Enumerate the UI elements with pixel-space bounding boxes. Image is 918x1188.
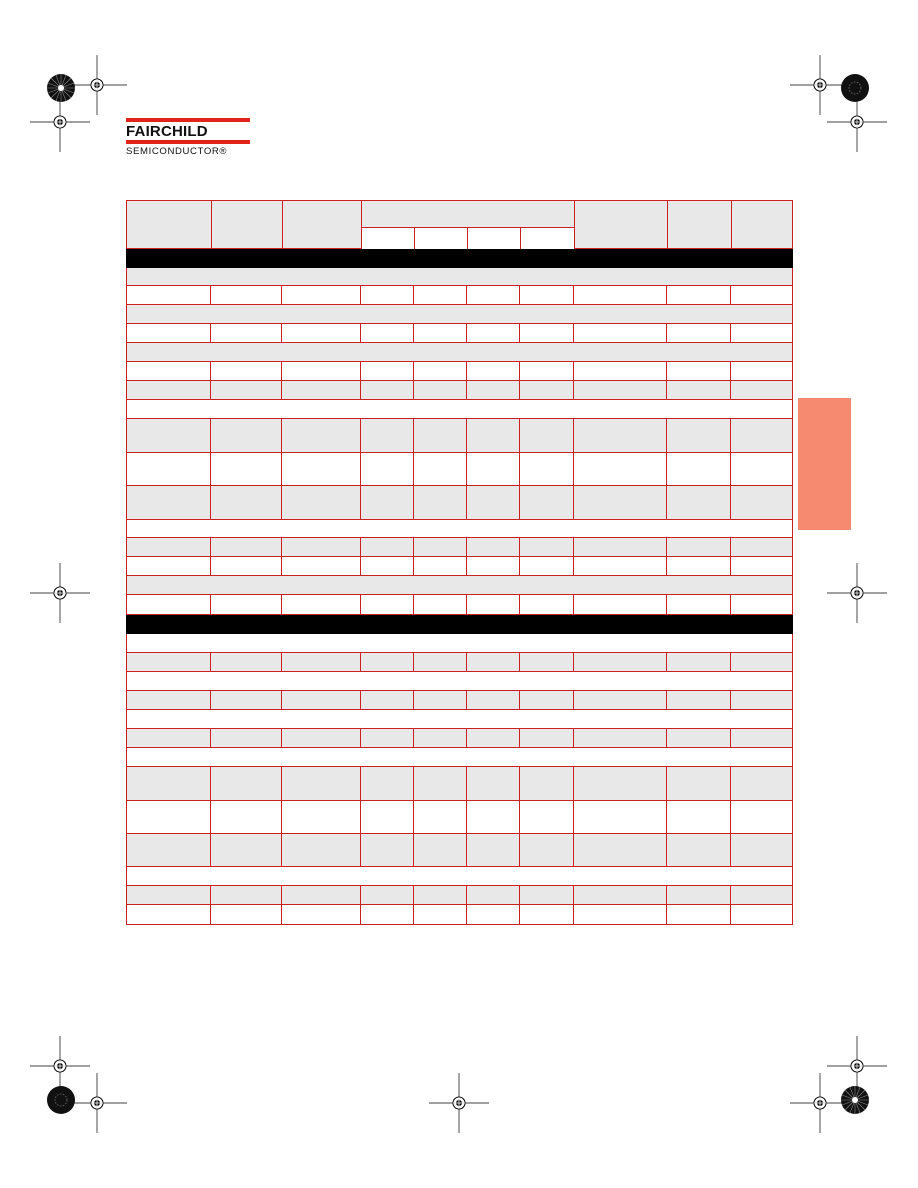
table-cell	[574, 834, 667, 866]
table-cell	[731, 324, 793, 342]
table-cell	[467, 453, 520, 485]
table-cell	[731, 381, 793, 399]
table-cell	[574, 653, 667, 671]
table-cell	[282, 453, 361, 485]
table-cell	[211, 381, 282, 399]
table-cell	[126, 767, 211, 800]
table-cell	[667, 595, 731, 614]
table-cell	[667, 381, 731, 399]
table-cell	[667, 286, 731, 304]
table-cell	[126, 362, 211, 380]
table-cell	[211, 653, 282, 671]
fairchild-logo	[126, 118, 252, 160]
table-cell	[361, 801, 414, 833]
table-cell	[126, 419, 211, 452]
group-header-row	[126, 400, 793, 419]
table-cell	[467, 691, 520, 709]
table-cell	[667, 767, 731, 800]
table-row	[126, 834, 793, 867]
table-cell	[467, 834, 520, 866]
table-cell	[520, 801, 574, 833]
table-cell	[361, 653, 414, 671]
table-row	[126, 453, 793, 486]
table-cell	[211, 419, 282, 452]
table-cell	[282, 381, 361, 399]
table-cell	[731, 834, 793, 866]
table-cell	[414, 886, 467, 904]
table-cell	[574, 381, 667, 399]
table-cell	[667, 486, 731, 519]
table-cell	[731, 362, 793, 380]
table-cell	[467, 729, 520, 747]
table-cell	[574, 486, 667, 519]
table-cell	[414, 362, 467, 380]
table-cell	[211, 453, 282, 485]
table-cell	[574, 557, 667, 575]
table-cell	[282, 905, 361, 924]
table-cell	[731, 286, 793, 304]
table-cell	[282, 286, 361, 304]
table-cell	[520, 653, 574, 671]
table-cell	[520, 595, 574, 614]
header-subcell	[468, 228, 520, 249]
group-header-row	[126, 867, 793, 886]
table-cell	[211, 595, 282, 614]
table-row	[126, 286, 793, 305]
table-cell	[361, 453, 414, 485]
table-cell	[520, 362, 574, 380]
product-table	[126, 200, 793, 925]
table-cell	[414, 834, 467, 866]
table-cell	[282, 801, 361, 833]
table-cell	[520, 767, 574, 800]
group-header-row	[126, 672, 793, 691]
table-cell	[414, 801, 467, 833]
table-cell	[667, 691, 731, 709]
table-cell	[126, 595, 211, 614]
group-header-row	[126, 748, 793, 767]
table-cell	[126, 834, 211, 866]
table-cell	[126, 486, 211, 519]
table-cell	[467, 886, 520, 904]
section-divider-row	[126, 249, 793, 268]
table-cell	[282, 538, 361, 556]
table-cell	[667, 557, 731, 575]
table-cell	[282, 419, 361, 452]
table-cell	[414, 653, 467, 671]
table-cell	[361, 419, 414, 452]
table-cell	[731, 595, 793, 614]
table-cell	[574, 419, 667, 452]
table-cell	[667, 834, 731, 866]
table-cell	[667, 653, 731, 671]
table-cell	[520, 538, 574, 556]
table-row	[126, 886, 793, 905]
table-cell	[211, 729, 282, 747]
table-cell	[467, 286, 520, 304]
table-cell	[126, 538, 211, 556]
table-cell	[574, 595, 667, 614]
table-cell	[414, 486, 467, 519]
table-cell	[467, 767, 520, 800]
table-cell	[126, 729, 211, 747]
table-cell	[126, 324, 211, 342]
table-cell	[731, 691, 793, 709]
table-row	[126, 801, 793, 834]
group-header-row	[126, 520, 793, 538]
table-cell	[667, 324, 731, 342]
table-cell	[211, 538, 282, 556]
table-cell	[414, 557, 467, 575]
table-row	[126, 362, 793, 381]
table-cell	[361, 286, 414, 304]
section-divider-row	[126, 615, 793, 634]
table-cell	[667, 538, 731, 556]
table-row	[126, 538, 793, 557]
table-cell	[282, 767, 361, 800]
table-cell	[414, 538, 467, 556]
table-cell	[731, 767, 793, 800]
table-cell	[667, 801, 731, 833]
table-cell	[414, 691, 467, 709]
table-cell	[467, 362, 520, 380]
table-cell	[667, 419, 731, 452]
table-cell	[414, 286, 467, 304]
table-cell	[731, 538, 793, 556]
table-cell	[667, 886, 731, 904]
table-cell	[467, 419, 520, 452]
table-row	[126, 419, 793, 453]
table-cell	[361, 486, 414, 519]
table-cell	[520, 453, 574, 485]
table-cell	[414, 453, 467, 485]
table-cell	[467, 557, 520, 575]
table-cell	[126, 653, 211, 671]
table-cell	[126, 381, 211, 399]
table-cell	[282, 324, 361, 342]
header-subcell	[415, 228, 467, 249]
table-row	[126, 486, 793, 520]
table-cell	[361, 834, 414, 866]
table-cell	[574, 905, 667, 924]
logo-bar-bottom	[126, 140, 250, 144]
table-cell	[467, 324, 520, 342]
table-cell	[414, 767, 467, 800]
table-cell	[520, 905, 574, 924]
table-cell	[731, 653, 793, 671]
table-cell	[211, 362, 282, 380]
table-cell	[731, 419, 793, 452]
table-cell	[520, 286, 574, 304]
table-cell	[361, 729, 414, 747]
table-cell	[520, 486, 574, 519]
table-cell	[414, 905, 467, 924]
table-cell	[574, 362, 667, 380]
table-cell	[126, 691, 211, 709]
table-cell	[467, 486, 520, 519]
group-header-row	[126, 305, 793, 324]
table-cell	[667, 905, 731, 924]
table-cell	[361, 595, 414, 614]
logo-bar-top	[126, 118, 250, 122]
table-cell	[211, 324, 282, 342]
table-row	[126, 691, 793, 710]
group-header-row	[126, 634, 793, 653]
table-cell	[126, 905, 211, 924]
table-cell	[361, 767, 414, 800]
table-cell	[731, 886, 793, 904]
table-cell	[467, 801, 520, 833]
table-row	[126, 595, 793, 615]
table-cell	[282, 691, 361, 709]
logo-tagline: SEMICONDUCTOR®	[126, 146, 228, 157]
table-cell	[361, 381, 414, 399]
group-header-row	[126, 343, 793, 362]
table-cell	[574, 453, 667, 485]
table-cell	[574, 286, 667, 304]
table-cell	[126, 453, 211, 485]
table-row	[126, 767, 793, 801]
table-cell	[414, 595, 467, 614]
table-cell	[282, 362, 361, 380]
table-cell	[361, 362, 414, 380]
section-side-tab	[798, 398, 851, 530]
table-row	[126, 905, 793, 925]
table-cell	[520, 419, 574, 452]
table-cell	[520, 381, 574, 399]
table-cell	[126, 557, 211, 575]
logo-wordmark: FAIRCHILD	[126, 123, 208, 140]
table-row	[126, 557, 793, 576]
table-cell	[211, 486, 282, 519]
table-cell	[282, 729, 361, 747]
table-cell	[211, 886, 282, 904]
table-cell	[414, 729, 467, 747]
header-subcell	[521, 228, 574, 249]
table-cell	[467, 595, 520, 614]
table-cell	[731, 729, 793, 747]
table-cell	[731, 486, 793, 519]
group-header-row	[126, 576, 793, 595]
table-cell	[574, 324, 667, 342]
table-cell	[361, 691, 414, 709]
table-cell	[361, 886, 414, 904]
table-cell	[361, 324, 414, 342]
table-cell	[520, 886, 574, 904]
table-cell	[731, 801, 793, 833]
table-cell	[282, 886, 361, 904]
table-cell	[126, 801, 211, 833]
table-cell	[282, 486, 361, 519]
table-cell	[414, 419, 467, 452]
table-row	[126, 381, 793, 400]
table-cell	[211, 557, 282, 575]
table-cell	[282, 557, 361, 575]
table-cell	[211, 767, 282, 800]
table-cell	[467, 381, 520, 399]
table-cell	[211, 801, 282, 833]
table-cell	[126, 286, 211, 304]
table-cell	[574, 729, 667, 747]
table-cell	[574, 886, 667, 904]
table-cell	[361, 538, 414, 556]
table-cell	[520, 729, 574, 747]
table-cell	[574, 538, 667, 556]
table-cell	[520, 324, 574, 342]
group-header-row	[126, 710, 793, 729]
table-cell	[467, 538, 520, 556]
table-cell	[667, 729, 731, 747]
table-cell	[520, 691, 574, 709]
table-cell	[467, 905, 520, 924]
table-cell	[361, 905, 414, 924]
table-cell	[211, 905, 282, 924]
group-header-row	[126, 268, 793, 286]
table-cell	[282, 595, 361, 614]
table-cell	[731, 557, 793, 575]
table-cell	[211, 286, 282, 304]
table-row	[126, 324, 793, 343]
table-cell	[282, 834, 361, 866]
table-row	[126, 729, 793, 748]
table-cell	[574, 801, 667, 833]
table-cell	[467, 653, 520, 671]
header-subcell	[362, 228, 414, 249]
table-cell	[520, 557, 574, 575]
table-cell	[574, 767, 667, 800]
table-cell	[126, 886, 211, 904]
table-cell	[414, 381, 467, 399]
table-cell	[667, 362, 731, 380]
table-cell	[211, 834, 282, 866]
table-header	[126, 200, 793, 249]
table-cell	[520, 834, 574, 866]
table-cell	[731, 905, 793, 924]
table-cell	[414, 324, 467, 342]
table-row	[126, 653, 793, 672]
table-cell	[282, 653, 361, 671]
table-cell	[211, 691, 282, 709]
table-cell	[361, 557, 414, 575]
table-cell	[574, 691, 667, 709]
table-cell	[667, 453, 731, 485]
table-cell	[731, 453, 793, 485]
